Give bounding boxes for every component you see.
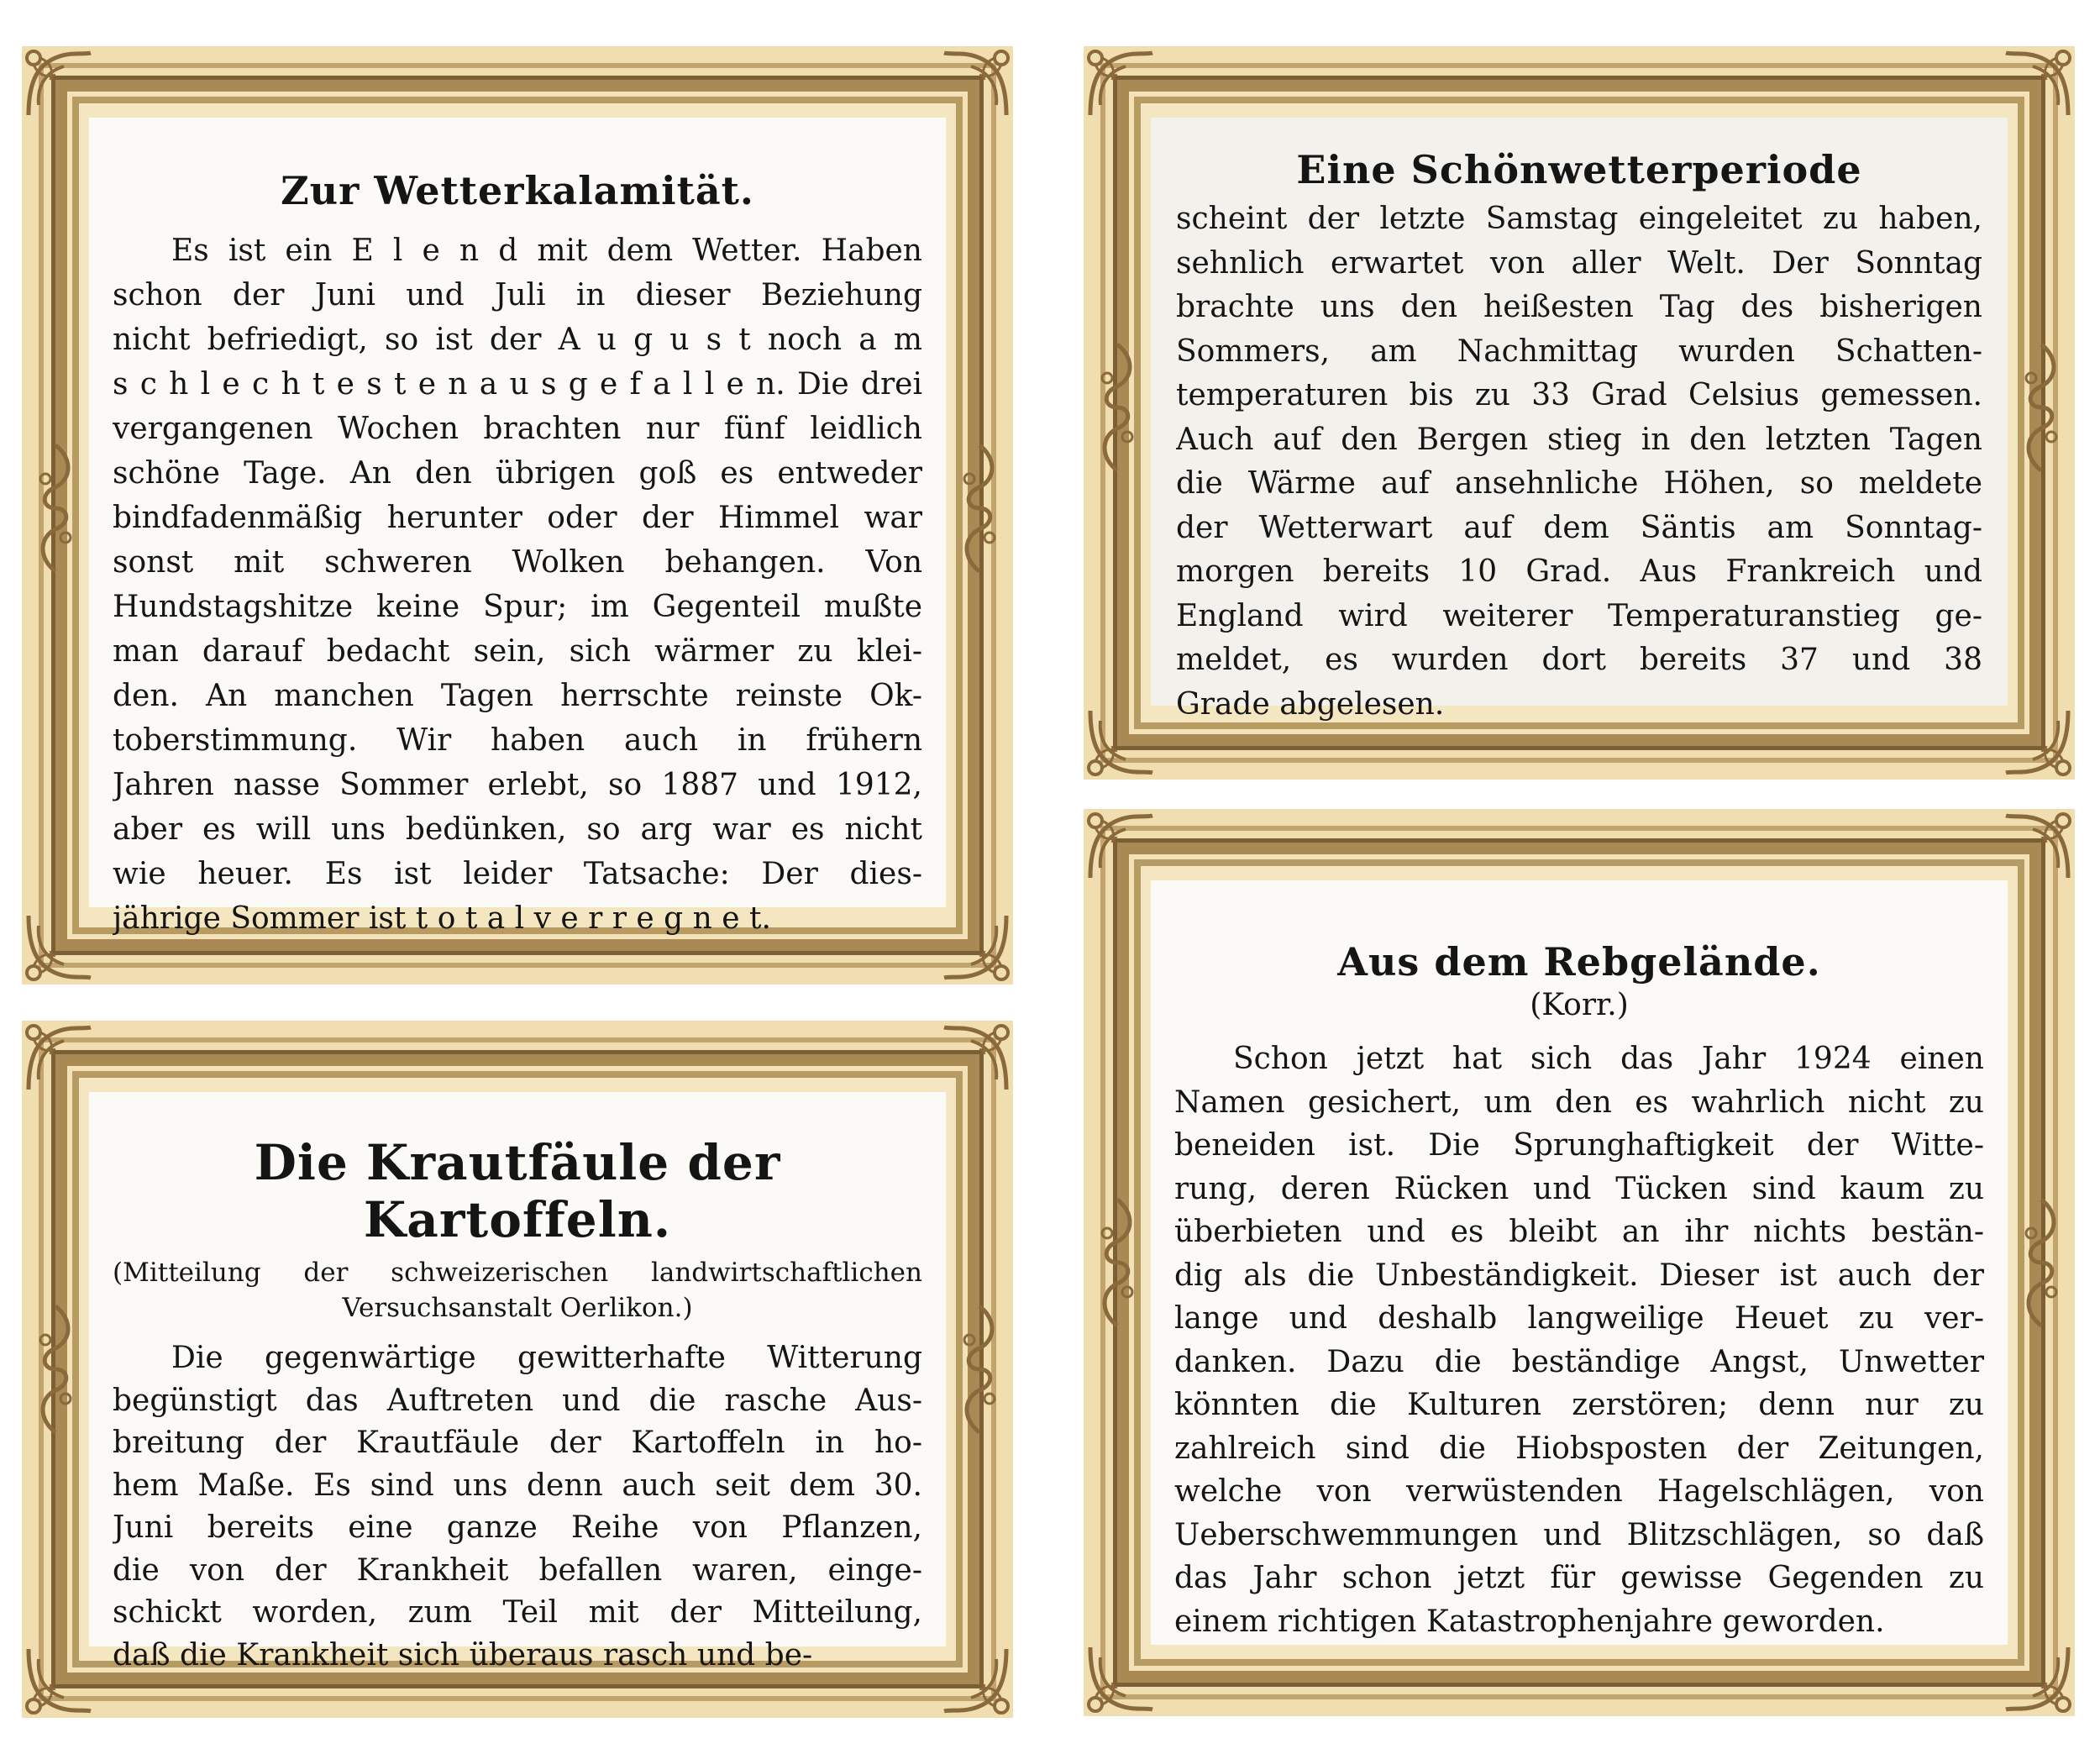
article-subtitle: (Korr.) [1530, 988, 1629, 1022]
text-line: temperaturen bis zu 33 Grad Celsius gemessen. [1176, 378, 1982, 412]
text-line: Ueberschwemmungen und Blitzschlägen, so daß [1174, 1517, 1984, 1552]
text-line: toberstimmung. Wir haben auch in frühern [113, 723, 922, 758]
text-line: beneiden ist. Die Sprunghaftigkeit der Witte- [1174, 1128, 1984, 1163]
clipping-krautfaeule [89, 1092, 946, 1673]
text-line: Die gegenwärtige gewitterhafte Witterung [171, 1341, 922, 1375]
text-line: scheint der letzte Samstag eingeleitet zu haben, [1176, 202, 1982, 236]
text-line: welche von verwüstenden Hagelschlägen, von [1174, 1474, 1984, 1509]
text-line: daß die Krankheit sich überaus rasch und be- [113, 1637, 813, 1673]
text-line: Sommers, am Nachmittag wurden Schatten- [1176, 333, 1982, 369]
text-line: aber es will uns bedünken, so arg war es nicht [113, 812, 922, 847]
text-line: nicht befriedigt, so ist der A u g u s t noch a m [113, 323, 922, 357]
article-title: Eine Schönwetterperiode [1296, 147, 1862, 192]
text-line: einem richtigen Katastrophenjahre geworden. [1174, 1604, 1885, 1639]
text-line: Schon jetzt hat sich das Jahr 1924 einen [1233, 1042, 1984, 1076]
text-line: den. An manchen Tagen herrschte reinste Ok- [113, 679, 922, 713]
article-subtitle [113, 1255, 922, 1326]
clipping-wetterkalamitaet [89, 118, 946, 936]
article-body [113, 1337, 922, 1677]
text-line: begünstigt das Auftreten und die rasche Aus- [113, 1383, 922, 1418]
text-line: überbieten und es bleibt an ihr nichts bestän- [1174, 1215, 1984, 1249]
subtitle-line: Versuchsanstalt Oerlikon.) [342, 1293, 693, 1323]
panel-krautfaeule [22, 1021, 1013, 1718]
text-line: sehnlich erwartet von aller Welt. Der Sonntag [1176, 245, 1982, 281]
text-line: Jahren nasse Sommer erlebt, so 1887 und 1912, [113, 768, 922, 802]
text-line: der Wetterwart auf dem Säntis am Sonntag- [1176, 510, 1982, 545]
text-line: s c h l e c h t e s t e n a u s g e f a l l e n. Die drei [113, 367, 922, 402]
article-body [113, 228, 922, 941]
text-line: schöne Tage. An den übrigen goß es entweder [113, 456, 922, 491]
text-line: Es ist ein E l e n d mit dem Wetter. Haben [171, 234, 922, 268]
text-line: Grade abgelesen. [1176, 686, 1445, 722]
text-line: könnten die Kulturen zerstören; denn nur zu [1174, 1388, 1984, 1422]
text-line: lange und deshalb langweilige Heuet zu ver- [1174, 1301, 1984, 1336]
text-line: Auch auf den Bergen stieg in den letzten Tagen [1176, 422, 1982, 457]
text-line: meldet, es wurden dort bereits 37 und 38 [1176, 643, 1982, 677]
clipping-schoenwetterperiode [1151, 118, 2008, 722]
text-line: zahlreich sind die Hiobsposten der Zeitungen, [1174, 1431, 1984, 1466]
panel-schoenwetterperiode [1084, 46, 2075, 780]
text-line: sonst mit schweren Wolken behangen. Von [113, 545, 922, 580]
text-line: Hundstagshitze keine Spur; im Gegenteil mußte [113, 590, 922, 624]
text-line: morgen bereits 10 Grad. Aus Frankreich und [1176, 554, 1982, 589]
panel-rebgelaende [1084, 809, 2075, 1716]
text-line: Juni bereits eine ganze Reihe von Pflanzen, [113, 1510, 922, 1545]
text-line: wie heuer. Es ist leider Tatsache: Der dies- [113, 857, 922, 891]
text-line: danken. Dazu die beständige Angst, Unwetter [1174, 1344, 1984, 1379]
subtitle-line: (Mitteilung der schweizerischen landwirtschaftlichen [113, 1258, 922, 1288]
text-line: man darauf bedacht sein, sich wärmer zu klei- [113, 634, 922, 669]
article-body [1174, 1037, 1984, 1643]
text-line: das Jahr schon jetzt für gewisse Gegenden zu [1174, 1561, 1984, 1595]
text-line: vergangenen Wochen brachten nur fünf leidlich [113, 412, 922, 446]
article-title: Die Krautfäule der Kartoffeln. [254, 1134, 781, 1248]
article-title: Zur Wetterkalamität. [281, 168, 754, 213]
text-line: dig als die Unbeständigkeit. Dieser ist auch der [1174, 1258, 1984, 1293]
text-line: schon der Juni und Juli in dieser Beziehung [113, 278, 922, 312]
article-title: Aus dem Rebgelände. [1337, 939, 1821, 985]
clipping-rebgelaende [1151, 880, 2008, 1645]
text-line: England wird weiterer Temperaturanstieg ge- [1176, 598, 1982, 633]
text-line: hem Maße. Es sind uns denn auch seit dem 30. [113, 1468, 922, 1503]
text-line: breitung der Krautfäule der Kartoffeln in ho- [113, 1426, 922, 1460]
text-line: jährige Sommer ist t o t a l v e r r e g n e t. [113, 901, 771, 936]
article-body [1176, 197, 1982, 727]
text-line: schickt worden, zum Teil mit der Mitteilung, [113, 1595, 922, 1630]
text-line: bindfadenmäßig herunter oder der Himmel war [113, 501, 922, 535]
text-line: brachte uns den heißesten Tag des bisherigen [1176, 290, 1982, 324]
panel-wetterkalamitaet [22, 46, 1013, 985]
text-line: die Wärme auf ansehnliche Höhen, so meldete [1176, 466, 1982, 501]
text-line: rung, deren Rücken und Tücken sind kaum zu [1174, 1171, 1984, 1206]
text-line: Namen gesichert, um den es wahrlich nicht zu [1174, 1084, 1984, 1120]
text-line: die von der Krankheit befallen waren, einge- [113, 1552, 922, 1588]
